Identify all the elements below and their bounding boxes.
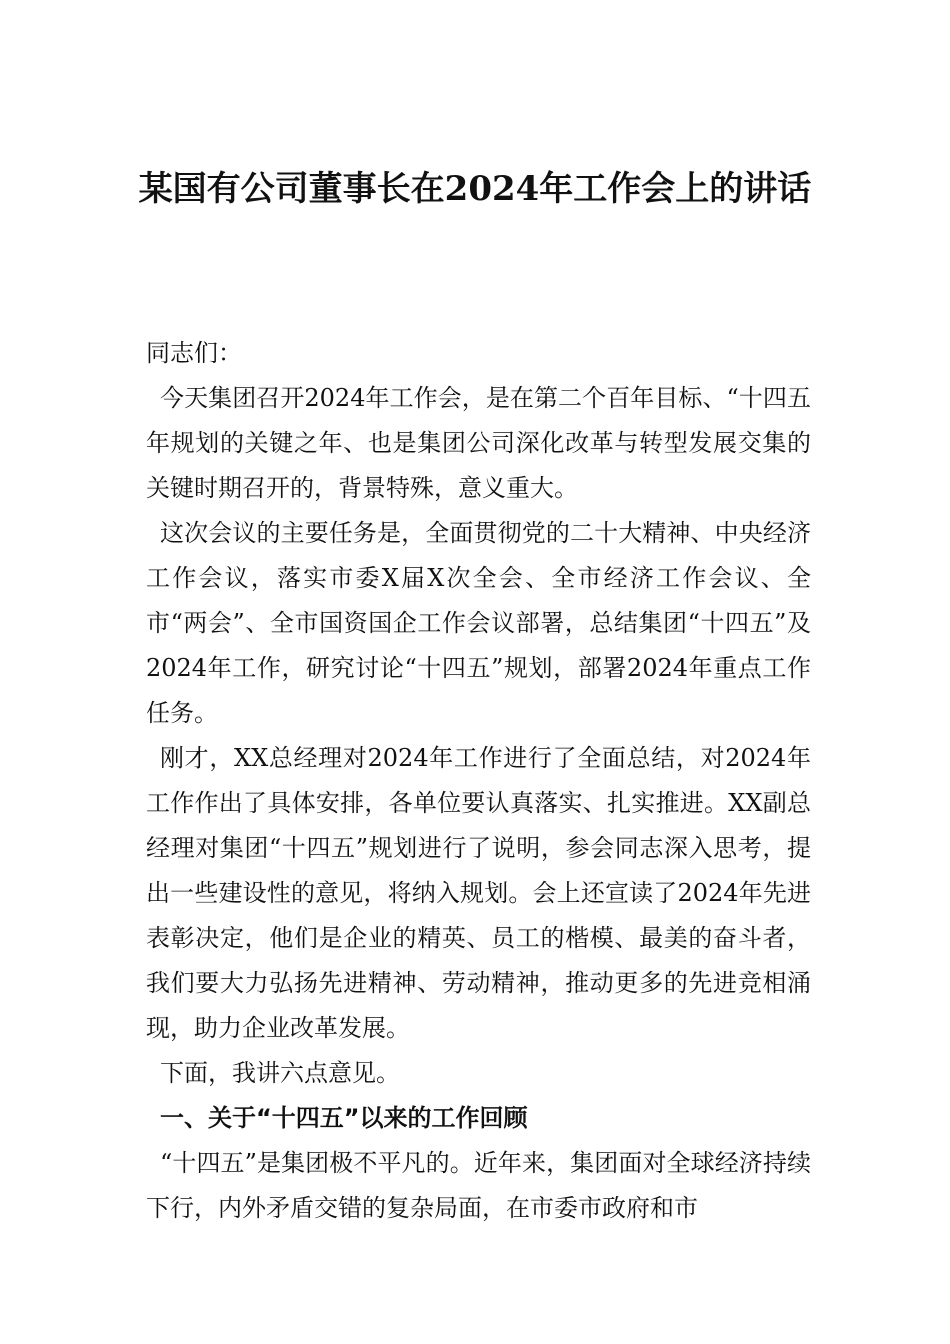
- paragraph-section-one: “十四五”是集团极不平凡的。近年来，集团面对全球经济持续下行，内外矛盾交错的复杂局面，在市委市政府和市: [146, 1149, 811, 1222]
- paragraph-transition: 下面，我讲六点意见。: [160, 1059, 400, 1087]
- section-heading: 一、关于“十四五”以来的工作回顾: [160, 1104, 528, 1132]
- salutation: 同志们：: [146, 339, 242, 367]
- paragraph-opening: 今天集团召开2024年工作会，是在第二个百年目标、“十四五年规划的关键之年、也是集团公司深化改革与转型发展交集的关键时期召开的，背景特殊，意义重大。: [146, 384, 811, 502]
- document-body: [146, 331, 811, 1231]
- document-title: 某国有公司董事长在2024年工作会上的讲话: [138, 169, 812, 209]
- paragraph-review: 刚才，XX总经理对2024年工作进行了全面总结，对2024年工作作出了具体安排，各单位要认真落实、扎实推进。XX副总经理对集团“十四五”规划进行了说明，参会同志深入思考，提出一些建设性的意见，将纳入规划。会上还宣读了2024年先进表彰决定，他们是企业的精英、员工的楷模、最美的奋斗者，我们要大力弘扬先进精神、劳动精神，推动更多的先进竞相涌现，助力企业改革发展。: [146, 744, 811, 1042]
- paragraph-meeting-tasks: 这次会议的主要任务是，全面贯彻党的二十大精神、中央经济工作会议，落实市委X届X次全会、全市经济工作会议、全市“两会”、全市国资国企工作会议部署，总结集团“十四五”及2024年工作，研究讨论“十四五”规划，部署2024年重点工作任务。: [146, 519, 811, 727]
